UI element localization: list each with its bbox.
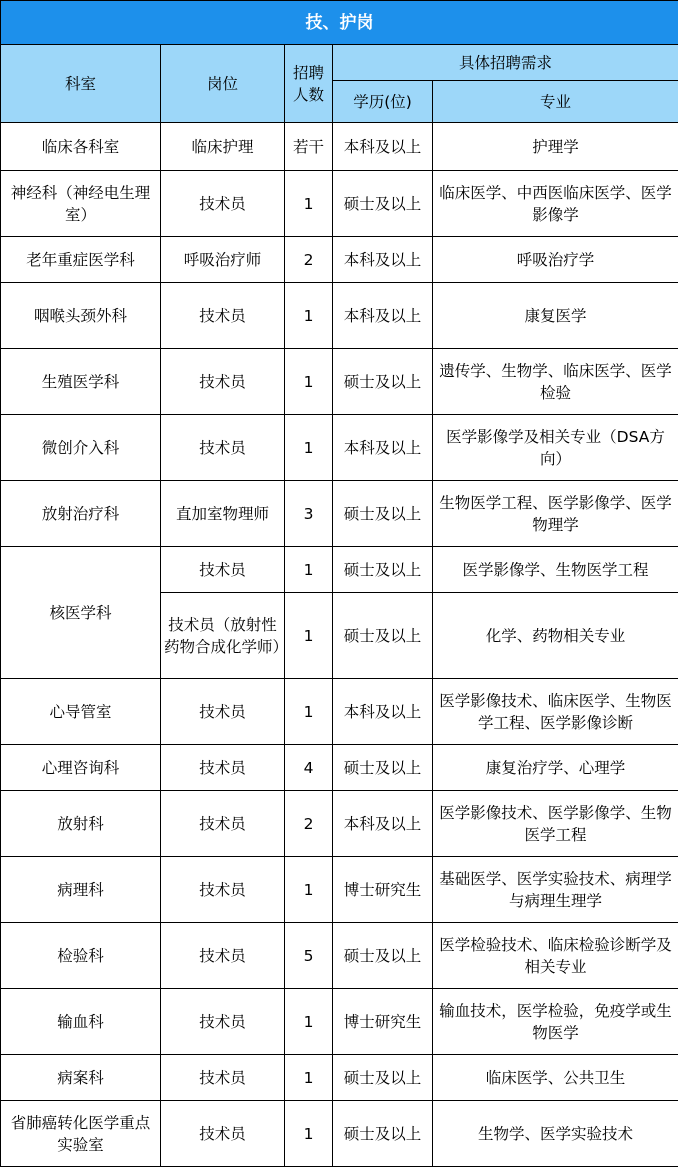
cell-position: 技术员 [161,745,285,791]
cell-major: 遗传学、生物学、临床医学、医学检验 [433,349,678,415]
table-row [1,349,678,415]
cell-education: 硕士及以上 [333,1055,433,1101]
cell-position: 技术员 [161,1055,285,1101]
table-row [1,1055,678,1101]
cell-count: 1 [285,415,333,481]
cell-dept: 核医学科 [1,547,161,679]
table-row [1,791,678,857]
cell-position: 技术员（放射性药物合成化学师） [161,593,285,679]
cell-education: 硕士及以上 [333,593,433,679]
cell-position: 技术员 [161,791,285,857]
table-row [1,547,678,593]
cell-education: 硕士及以上 [333,171,433,237]
cell-position: 技术员 [161,857,285,923]
cell-count: 1 [285,593,333,679]
cell-count: 1 [285,679,333,745]
table-row [1,745,678,791]
cell-education: 本科及以上 [333,415,433,481]
cell-position: 呼吸治疗师 [161,237,285,283]
table-row [1,679,678,745]
cell-count: 1 [285,857,333,923]
cell-major: 基础医学、医学实验技术、病理学与病理生理学 [433,857,678,923]
header-major: 专业 [433,81,678,123]
cell-dept: 咽喉头颈外科 [1,283,161,349]
cell-position: 技术员 [161,679,285,745]
cell-count: 1 [285,283,333,349]
cell-position: 技术员 [161,1101,285,1167]
cell-education: 本科及以上 [333,283,433,349]
cell-major: 呼吸治疗学 [433,237,678,283]
cell-count: 1 [285,1101,333,1167]
cell-dept: 微创介入科 [1,415,161,481]
cell-major: 生物学、医学实验技术 [433,1101,678,1167]
cell-dept: 神经科（神经电生理室） [1,171,161,237]
cell-major: 化学、药物相关专业 [433,593,678,679]
cell-count: 1 [285,1055,333,1101]
cell-dept: 心导管室 [1,679,161,745]
table-row [1,415,678,481]
cell-position: 直加室物理师 [161,481,285,547]
cell-education: 硕士及以上 [333,1101,433,1167]
cell-dept: 输血科 [1,989,161,1055]
cell-education: 博士研究生 [333,989,433,1055]
cell-major: 医学影像学及相关专业（DSA方向） [433,415,678,481]
cell-education: 本科及以上 [333,123,433,171]
cell-dept: 放射科 [1,791,161,857]
cell-dept: 临床各科室 [1,123,161,171]
cell-education: 硕士及以上 [333,745,433,791]
cell-education: 本科及以上 [333,237,433,283]
cell-major: 康复治疗学、心理学 [433,745,678,791]
header-position: 岗位 [161,45,285,123]
header-education: 学历(位) [333,81,433,123]
cell-major: 医学检验技术、临床检验诊断学及相关专业 [433,923,678,989]
cell-dept: 检验科 [1,923,161,989]
cell-count: 2 [285,791,333,857]
cell-dept: 病理科 [1,857,161,923]
cell-position: 技术员 [161,171,285,237]
cell-major: 医学影像技术、医学影像学、生物医学工程 [433,791,678,857]
cell-major: 生物医学工程、医学影像学、医学物理学 [433,481,678,547]
cell-position: 技术员 [161,547,285,593]
cell-education: 硕士及以上 [333,923,433,989]
cell-count: 2 [285,237,333,283]
table-row [1,923,678,989]
cell-major: 临床医学、中西医临床医学、医学影像学 [433,171,678,237]
cell-dept: 病案科 [1,1055,161,1101]
cell-count: 1 [285,349,333,415]
cell-major: 医学影像技术、临床医学、生物医学工程、医学影像诊断 [433,679,678,745]
table-row [1,1101,678,1167]
cell-education: 本科及以上 [333,791,433,857]
table-row [1,171,678,237]
cell-education: 博士研究生 [333,857,433,923]
cell-dept: 省肺癌转化医学重点实验室 [1,1101,161,1167]
cell-major: 临床医学、公共卫生 [433,1055,678,1101]
cell-count: 1 [285,989,333,1055]
table-row [1,481,678,547]
cell-major: 输血技术，医学检验，免疫学或生物医学 [433,989,678,1055]
cell-education: 硕士及以上 [333,481,433,547]
cell-count: 若干 [285,123,333,171]
cell-dept: 生殖医学科 [1,349,161,415]
cell-count: 1 [285,547,333,593]
cell-dept: 老年重症医学科 [1,237,161,283]
table-row [1,989,678,1055]
cell-position: 技术员 [161,415,285,481]
cell-major: 医学影像学、生物医学工程 [433,547,678,593]
header-count: 招聘人数 [285,45,333,123]
cell-position: 技术员 [161,349,285,415]
cell-position: 临床护理 [161,123,285,171]
cell-position: 技术员 [161,923,285,989]
table-row [1,857,678,923]
table-row [1,237,678,283]
cell-count: 5 [285,923,333,989]
cell-position: 技术员 [161,989,285,1055]
cell-major: 康复医学 [433,283,678,349]
cell-count: 3 [285,481,333,547]
cell-dept: 心理咨询科 [1,745,161,791]
cell-education: 硕士及以上 [333,349,433,415]
table-row [1,283,678,349]
header-dept: 科室 [1,45,161,123]
cell-dept: 放射治疗科 [1,481,161,547]
cell-education: 本科及以上 [333,679,433,745]
cell-education: 硕士及以上 [333,547,433,593]
cell-position: 技术员 [161,283,285,349]
header-requirements: 具体招聘需求 [333,45,678,81]
table-row [1,123,678,171]
table-title: 技、护岗 [1,1,678,45]
cell-count: 1 [285,171,333,237]
cell-count: 4 [285,745,333,791]
cell-major: 护理学 [433,123,678,171]
